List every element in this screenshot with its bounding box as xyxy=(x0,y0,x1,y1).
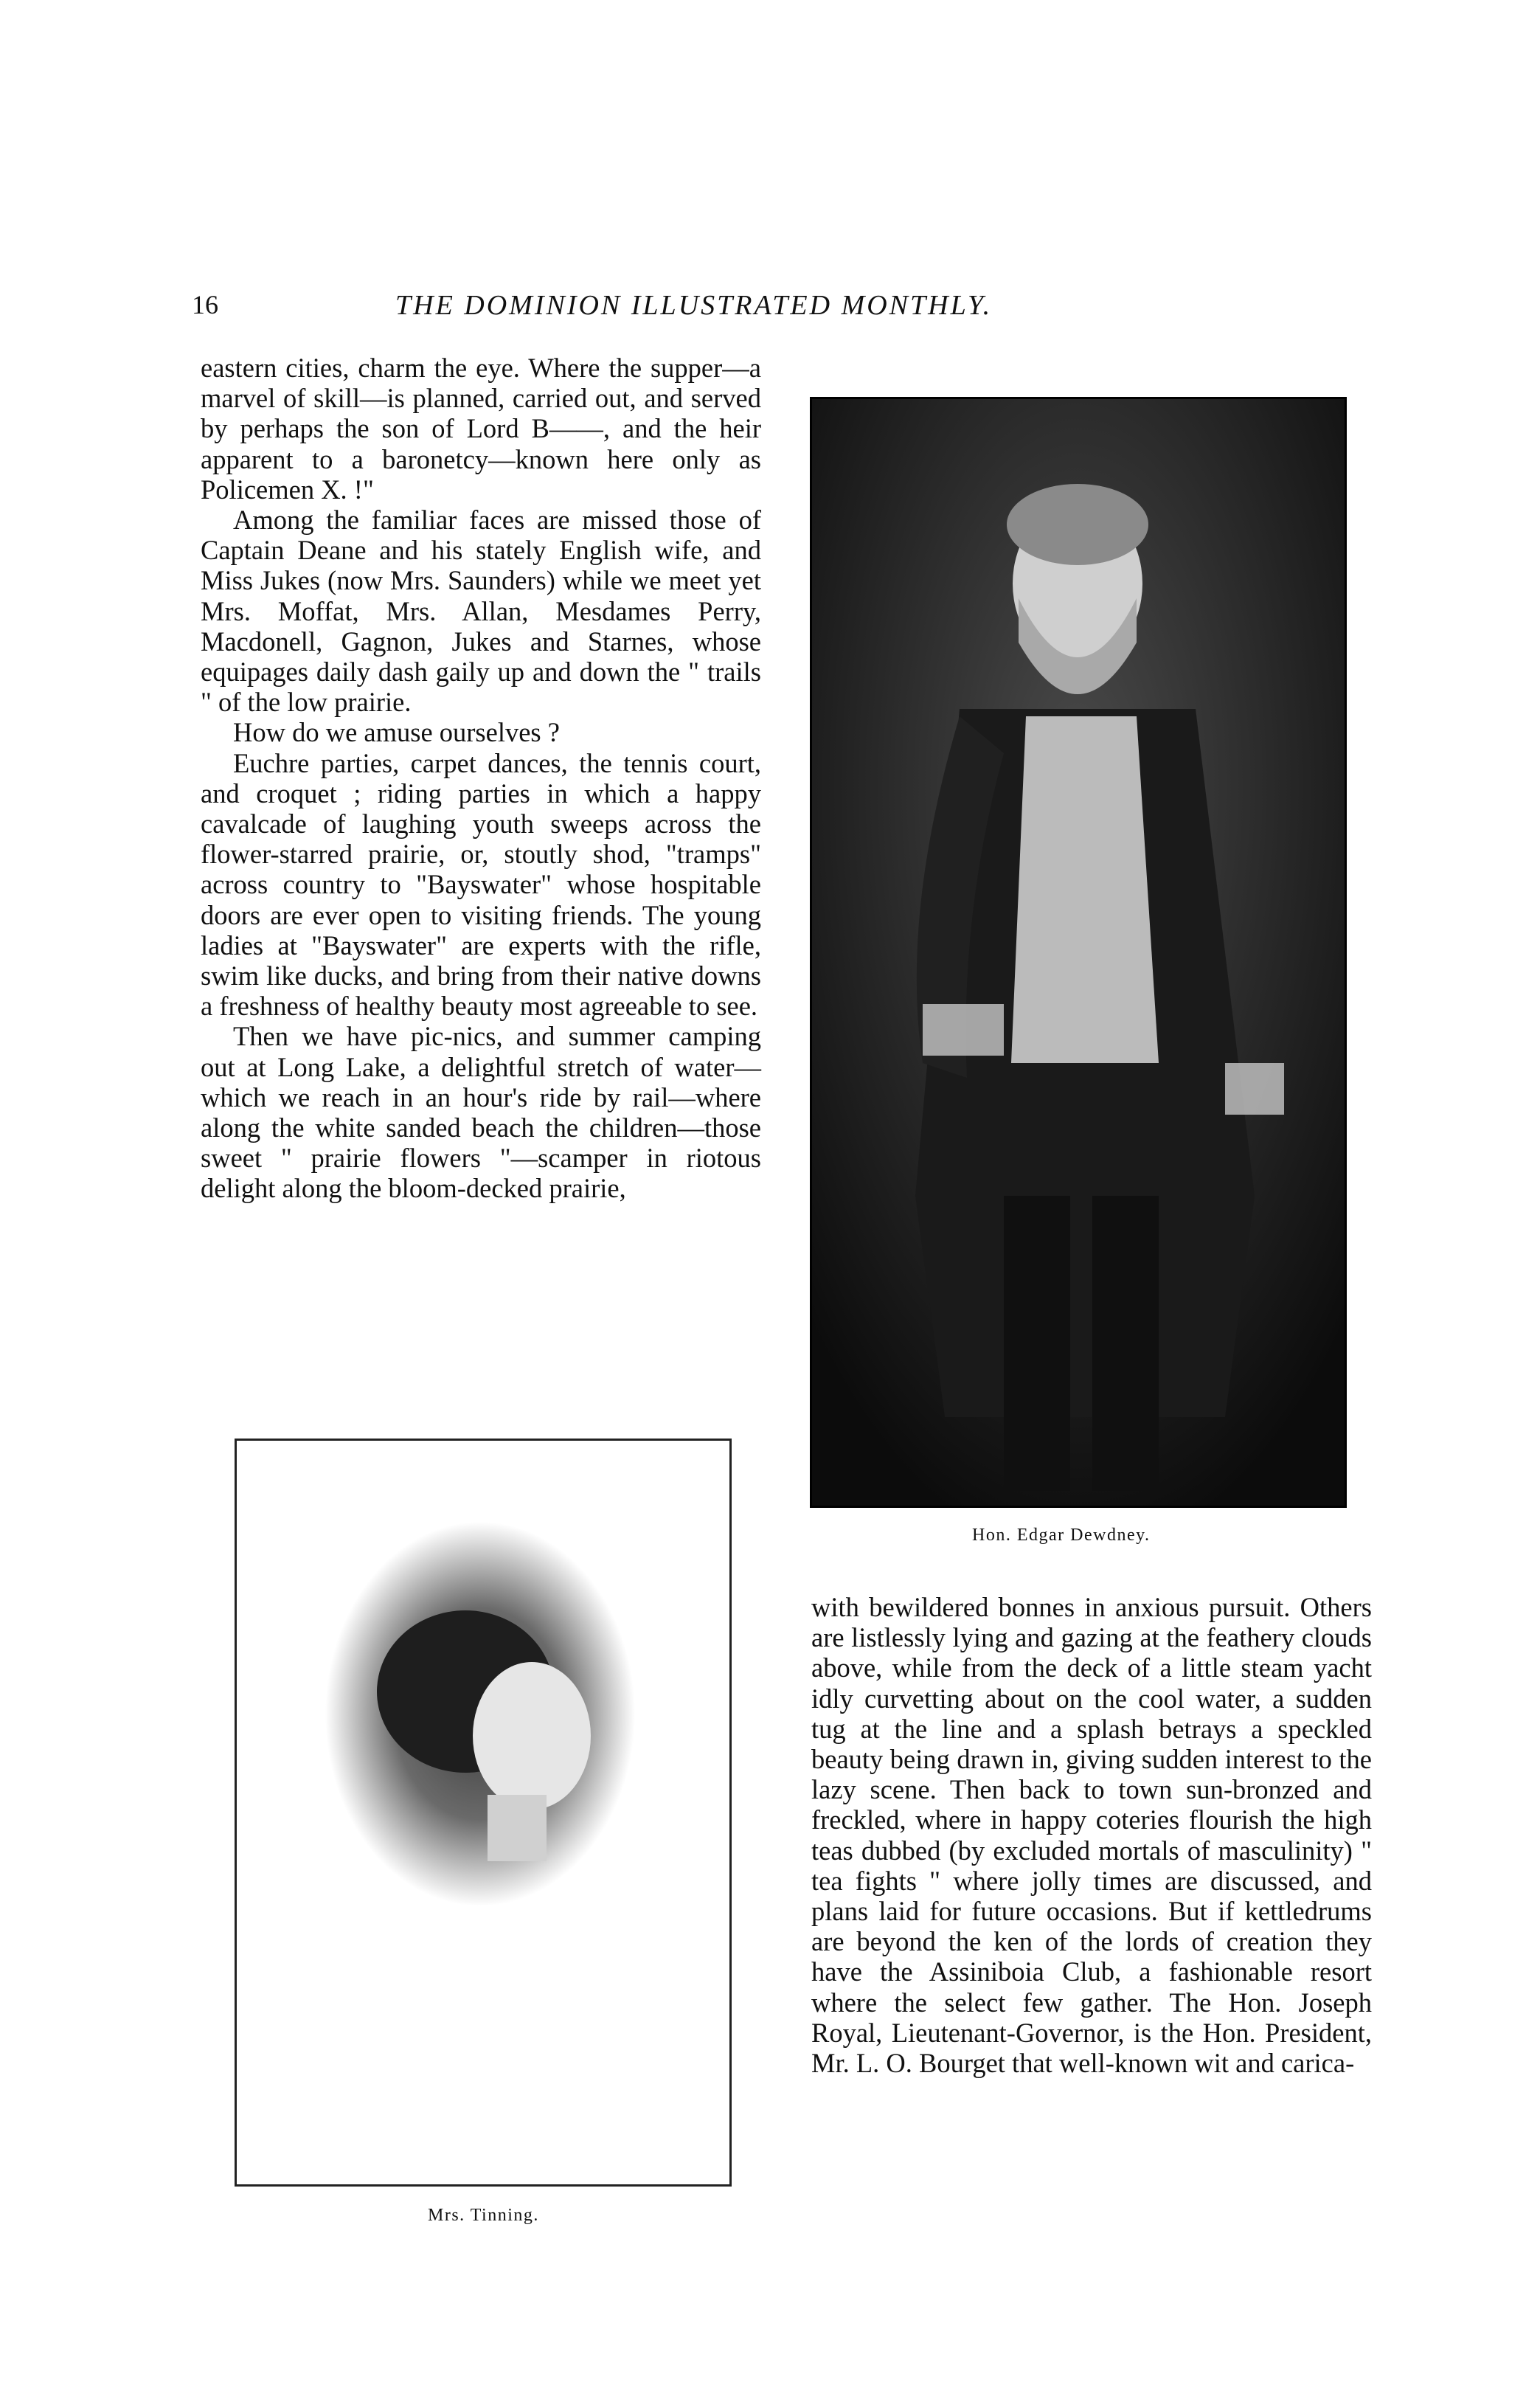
paragraph: Among the familiar faces are missed those of Captain Deane and his stately English wife, and Miss Jukes (now Mrs. Saunders) while we meet yet Mrs. Moffat, Mrs. Allan, Mesdames Perry, Macdonell, Gagnon, Jukes and Starnes, whose equipages daily dash gaily up and down the " trails " of the low prairie. xyxy=(201,505,761,718)
vignette-portrait-icon xyxy=(237,1441,729,2184)
paragraph: eastern cities, charm the eye. Where the supper—a marvel of skill—is planned, carried out, and served by perhaps the son of Lord B——, and the heir apparent to a baronetcy—known here only as Policemen X. !" xyxy=(201,353,761,505)
page-number: 16 xyxy=(192,290,218,319)
portrait-photo-dewdney xyxy=(810,397,1347,1508)
left-text-column xyxy=(201,353,761,1204)
page-header xyxy=(192,289,1342,333)
paragraph: Then we have pic-nics, and summer camping out at Long Lake, a delightful stretch of water—which we reach in an hour's ride by rail—where along the white sanded beach the children—those sweet " prairie flowers "—scamper in riotous delight along the bloom-decked prairie, xyxy=(201,1021,761,1204)
running-title: THE DOMINION ILLUSTRATED MONTHLY. xyxy=(395,290,993,321)
paragraph: with bewildered bonnes in anxious pursuit. Others are listlessly lying and gazing at the feathery clouds above, while from the deck of a little steam yacht idly curvetting about on the cool water, a sudden tug at the line and a splash betrays a speckled beauty being drawn in, giving sudden interest to the lazy scene. Then back to town sun-bronzed and freckled, where in happy coteries flourish the high teas dubbed (by excluded mortals of masculinity) " tea fights " where jolly times are discussed, and plans laid for future occasions. But if kettledrums are beyond the ken of the lords of creation they have the Assiniboia Club, a fashionable resort where the select few gather. The Hon. Joseph Royal, Lieutenant-Governor, is the Hon. President, Mr. L. O. Bourget that well-known wit and carica- xyxy=(811,1592,1372,2079)
portrait-figure-icon xyxy=(812,399,1345,1506)
figure-caption: Hon. Edgar Dewdney. xyxy=(972,1526,1151,1545)
right-text-column xyxy=(811,1592,1372,2078)
figure-caption: Mrs. Tinning. xyxy=(428,2206,539,2225)
paragraph: Euchre parties, carpet dances, the tennis court, and croquet ; riding parties in which a happy cavalcade of laughing youth sweeps across the flower-starred prairie, or, stoutly shod, "tramps" across country to "Bayswater" whose hospitable doors are ever open to visiting friends. The young ladies at "Bayswater" are experts with the rifle, swim like ducks, and bring from their native downs a freshness of healthy beauty most agreeable to see. xyxy=(201,747,761,1022)
portrait-photo-tinning xyxy=(235,1439,732,2187)
paragraph: How do we amuse ourselves ? xyxy=(233,717,560,748)
